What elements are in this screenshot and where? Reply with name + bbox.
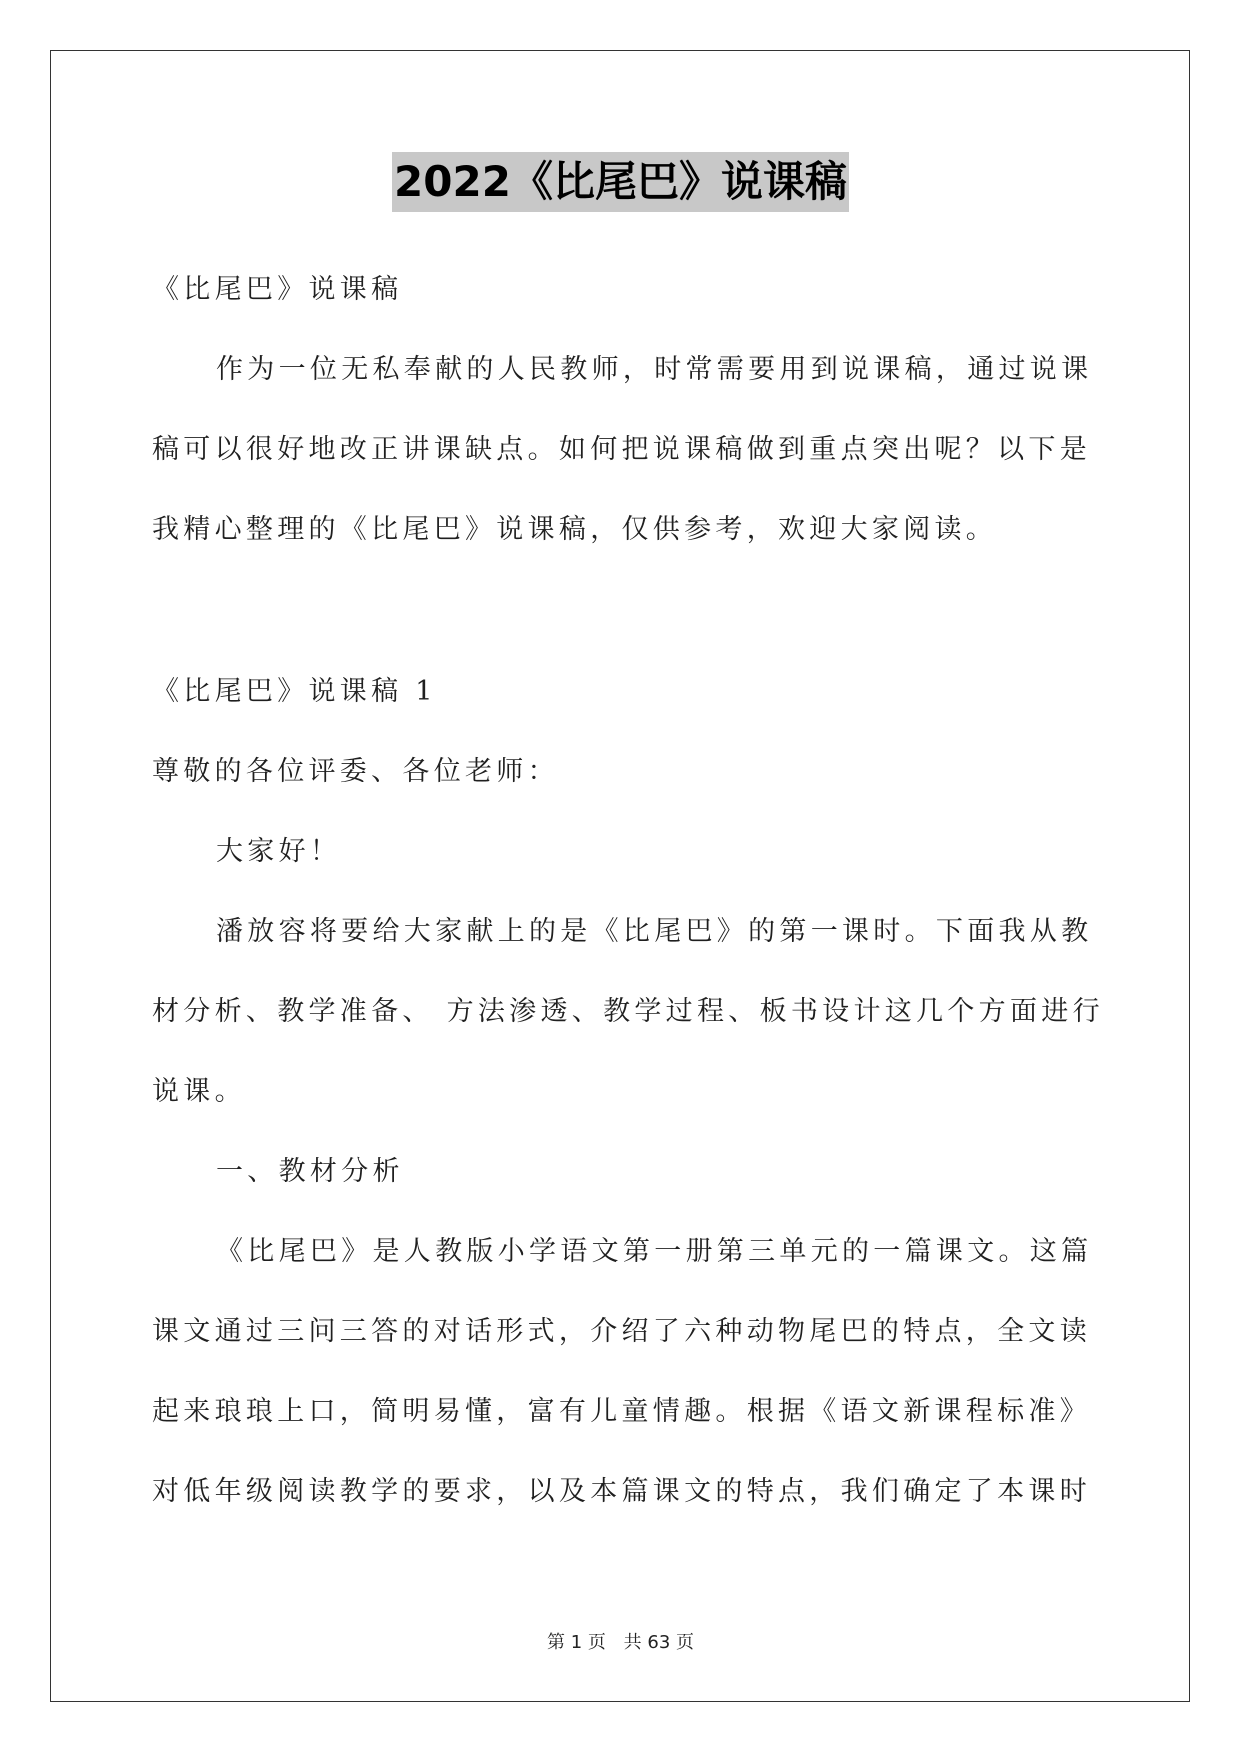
section-heading: 《比尾巴》说课稿 1 xyxy=(152,676,437,707)
page-number: 第 1 页 xyxy=(547,1632,606,1653)
greeting-line: 大家好！ xyxy=(216,836,342,867)
paragraph-line: 对低年级阅读教学的要求，以及本篇课文的特点，我们确定了本课时 xyxy=(152,1476,1091,1507)
section-heading: 一、教材分析 xyxy=(216,1156,404,1187)
paragraph-line: 潘放容将要给大家献上的是《比尾巴》的第一课时。下面我从教 xyxy=(216,916,1093,947)
paragraph-line: 《比尾巴》是人教版小学语文第一册第三单元的一篇课文。这篇 xyxy=(216,1236,1093,1267)
paragraph-line: 起来琅琅上口，简明易懂，富有儿童情趣。根据《语文新课程标准》 xyxy=(152,1396,1091,1427)
paragraph-line: 作为一位无私奉献的人民教师，时常需要用到说课稿，通过说课 xyxy=(216,354,1093,385)
page-total: 共 63 页 xyxy=(623,1632,694,1653)
paragraph-line: 稿可以很好地改正讲课缺点。如何把说课稿做到重点突出呢？以下是 xyxy=(152,434,1091,465)
greeting-line: 尊敬的各位评委、各位老师： xyxy=(152,756,559,787)
page-footer xyxy=(0,1628,1241,1654)
paragraph-line: 材分析、教学准备、 方法渗透、教学过程、板书设计这几个方面进行 xyxy=(152,996,1104,1027)
paragraph-line: 说课。 xyxy=(152,1076,246,1107)
title-container xyxy=(0,152,1241,212)
paragraph-line: 我精心整理的《比尾巴》说课稿，仅供参考，欢迎大家阅读。 xyxy=(152,514,998,545)
document-title: 2022《比尾巴》说课稿 xyxy=(392,152,849,212)
paragraph-line: 课文通过三问三答的对话形式，介绍了六种动物尾巴的特点，全文读 xyxy=(152,1316,1091,1347)
subtitle-line: 《比尾巴》说课稿 xyxy=(152,274,403,305)
